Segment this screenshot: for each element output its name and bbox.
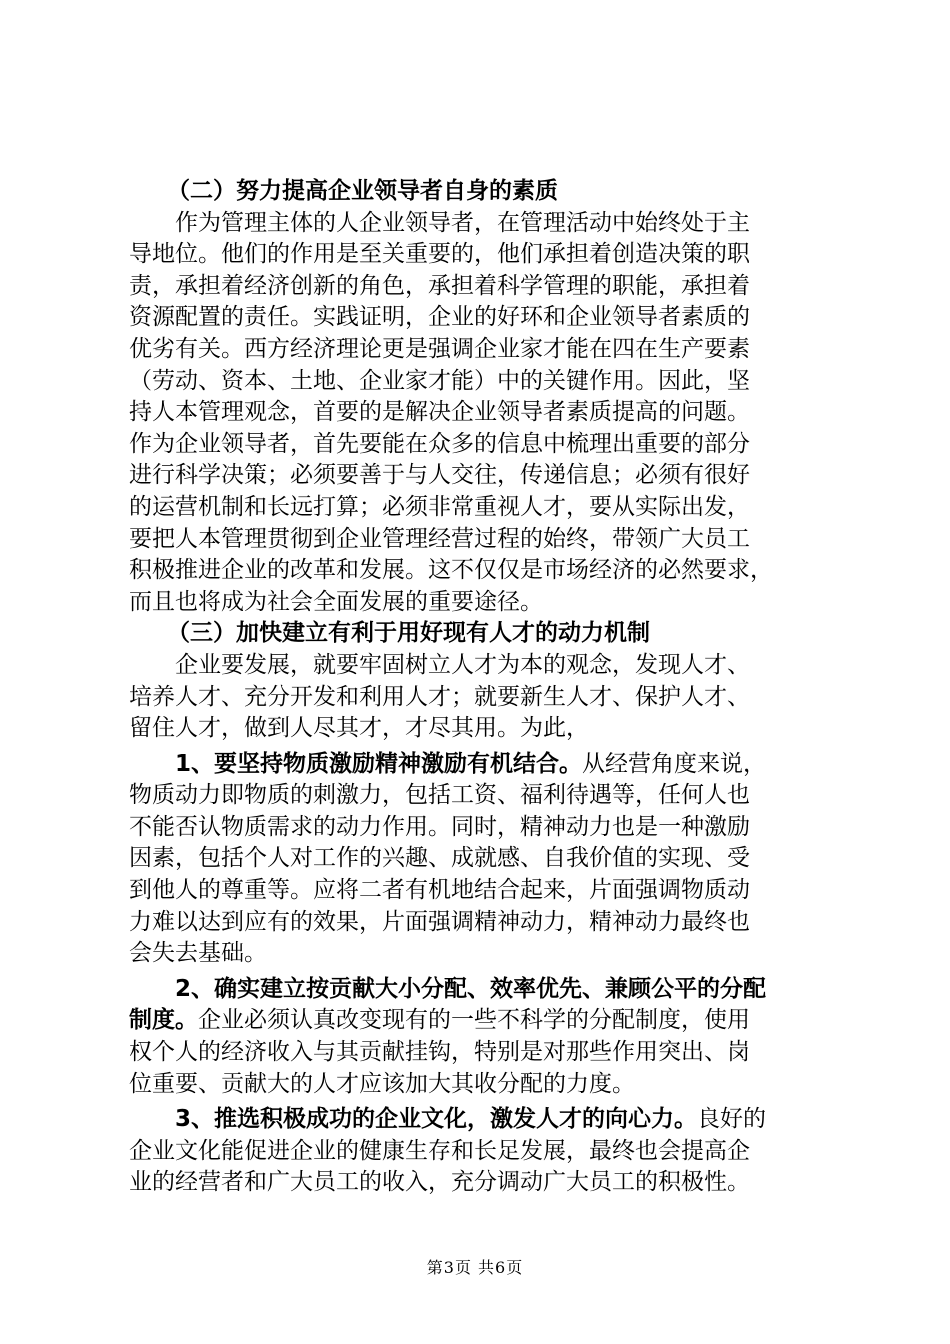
- paragraph-line: 到他人的尊重等。应将二者有机地结合起来，片面强调物质动: [129, 877, 750, 904]
- point-3-lead: 3、推选积极成功的企业文化，激发人才的向心力。: [175, 1106, 698, 1133]
- paragraph-line: 培养人才、充分开发和利用人才；就要新生人才、保护人才、: [129, 683, 750, 710]
- point-2-second-line: [129, 1005, 829, 1037]
- document-body: [129, 176, 829, 1199]
- section-heading-2: （二）努力提高企业领导者自身的素质: [167, 178, 558, 204]
- point-2-text: 企业必须认真改变现有的一些不科学的分配制度，使用: [198, 1007, 750, 1034]
- page-number-footer: 第3页 共6页: [426, 1258, 524, 1277]
- point-1-text: 从经营角度来说，: [582, 750, 767, 777]
- paragraph-line: 进行科学决策；必须要善于与人交往，传递信息；必须有很好: [129, 462, 750, 489]
- paragraph-line: 要把人本管理贯彻到企业管理经营过程的始终，带领广大员工: [129, 525, 750, 552]
- point-3-first-line: [129, 1104, 829, 1136]
- paragraph-line: 企业要发展，就要牢固树立人才为本的观念，发现人才、: [175, 651, 750, 678]
- paragraph-line: 权个人的经济收入与其贡献挂钩，特别是对那些作用突出、岗: [129, 1039, 750, 1066]
- point-1-first-line: [129, 749, 829, 781]
- point-2-lead: 2、确实建立按贡献大小分配、效率优先、兼顾公平的分配: [175, 975, 767, 1002]
- paragraph-line: （劳动、资本、土地、企业家才能）中的关键作用。因此，坚: [129, 367, 750, 394]
- paragraph-line: 持人本管理观念，首要的是解决企业领导者素质提高的问题。: [129, 399, 750, 426]
- paragraph-line: 留住人才，做到人尽其才，才尽其用。为此，: [129, 715, 589, 742]
- paragraph-line: 积极推进企业的改革和发展。这不仅仅是市场经济的必然要求，: [129, 557, 773, 584]
- paragraph-line: 作为管理主体的人企业领导者，在管理活动中始终处于主: [175, 209, 750, 236]
- paragraph-line: 而且也将成为社会全面发展的重要途径。: [129, 588, 543, 615]
- paragraph-line: 会失去基础。: [129, 940, 267, 967]
- point-3-text: 良好的: [697, 1106, 767, 1133]
- paragraph-line: 责，承担着经济创新的角色，承担着科学管理的职能，承担着: [129, 272, 750, 299]
- paragraph-line: 优劣有关。西方经济理论更是强调企业家才能在四在生产要素: [129, 335, 750, 362]
- paragraph-line: 业的经营者和广大员工的收入，充分调动广大员工的积极性。: [129, 1169, 750, 1196]
- paragraph-line: 物质动力即物质的刺激力，包括工资、福利待遇等，任何人也: [129, 782, 750, 809]
- paragraph-line: 不能否认物质需求的动力作用。同时，精神动力也是一种激励: [129, 813, 750, 840]
- paragraph-line: 企业文化能促进企业的健康生存和长足发展，最终也会提高企: [129, 1137, 750, 1164]
- paragraph-line: 资源配置的责任。实践证明，企业的好环和企业领导者素质的: [129, 304, 750, 331]
- paragraph-line: 作为企业领导者，首先要能在众多的信息中梳理出重要的部分: [129, 430, 750, 457]
- section-heading-3: （三）加快建立有利于用好现有人才的动力机制: [167, 620, 650, 647]
- paragraph-line: 导地位。他们的作用是至关重要的，他们承担着创造决策的职: [129, 241, 750, 268]
- point-2-lead-end: 制度。: [129, 1007, 198, 1034]
- point-1-lead: 1、要坚持物质激励精神激励有机结合。: [175, 750, 583, 777]
- paragraph-line: 的运营机制和长远打算；必须非常重视人才，要从实际出发，: [129, 493, 750, 520]
- paragraph-line: 位重要、贡献大的人才应该加大其收分配的力度。: [129, 1070, 635, 1097]
- paragraph-line: 因素，包括个人对工作的兴趣、成就感、自我价值的实现、受: [129, 845, 750, 872]
- paragraph-line: 力难以达到应有的效果，片面强调精神动力，精神动力最终也: [129, 908, 750, 935]
